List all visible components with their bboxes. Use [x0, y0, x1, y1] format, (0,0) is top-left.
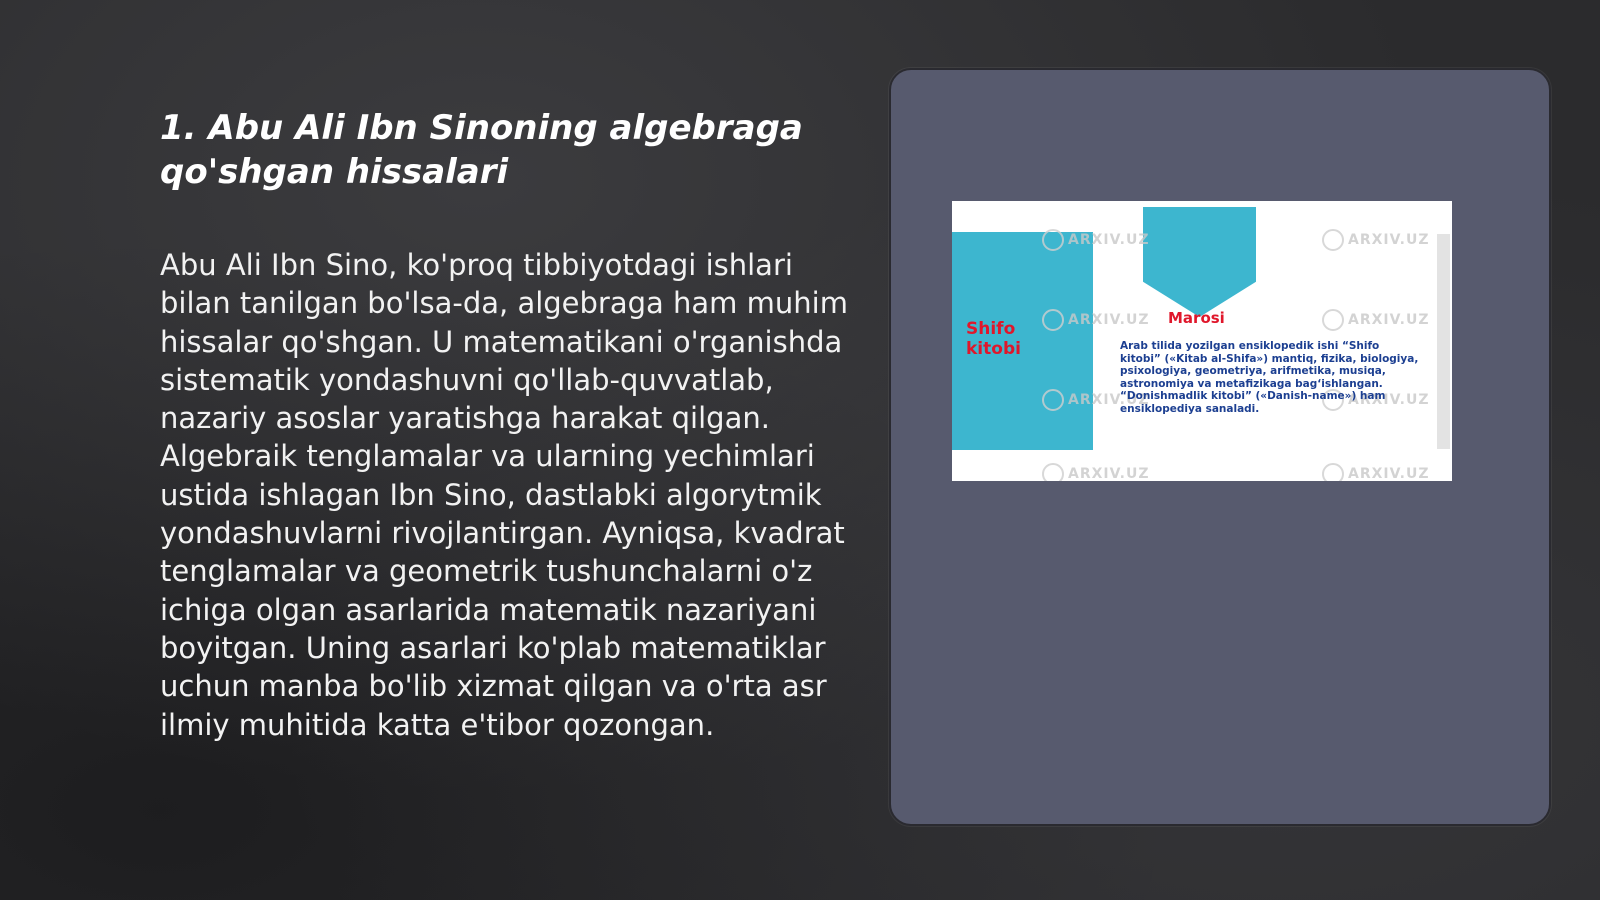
embedded-image: [952, 201, 1452, 481]
watermark: ARXIV.UZ: [1042, 309, 1150, 331]
watermark-icon: [1042, 389, 1064, 411]
watermark-icon: [1042, 229, 1064, 251]
shifo-kitobi-label: Shifo kitobi: [966, 319, 1021, 359]
watermark: ARXIV.UZ: [1322, 389, 1430, 411]
watermark-icon: [1322, 229, 1344, 251]
slide-title: 1. Abu Ali Ibn Sinoning algebraga qo'shgan hissalari: [160, 108, 803, 192]
watermark: ARXIV.UZ: [1322, 463, 1430, 481]
image-description-text: Arab tilida yozilgan ensiklopedik ishi “Shifo kitobi” («Kitab al-Shifa») mantiq, fizika, biologiya, psixologiya, geometriya, arifmetika, musiqa, astronomiya va metafizikaga bag‘ishlangan. “Donishmadlik kitobi” («Danish-name») ham ensiklopediya sanaladi.: [1120, 340, 1419, 415]
slide-body-text: Abu Ali Ibn Sino, ko'proq tibbiyotdagi ishlari bilan tanilgan bo'lsa-da, algebraga ham muhim hissalar qo'shgan. U matematikani o'rganishda sistematik yondashuvni qo'llab-quvvatlab, nazariy asoslar yaratishga harakat qilgan. Algebraik tenglamalar va ularning yechimlari ustida ishlagan Ibn Sino, dastlabki algorytmik yondashuvlarni rivojlantirgan. Ayniqsa, kvadrat tenglamalar va geometrik tushunchalarni o'z ichiga olgan asarlarida matematik nazariyani boyitgan. Uning asarlari ko'plab matematiklar uchun manba bo'lib xizmat qilgan va o'rta asr ilmiy muhitida katta e'tibor qozongan.: [160, 248, 848, 742]
marosi-label: Marosi: [1168, 309, 1225, 327]
watermark: ARXIV.UZ: [1042, 463, 1150, 481]
watermark: ARXIV.UZ: [1042, 229, 1150, 251]
watermark: ARXIV.UZ: [1322, 229, 1430, 251]
watermark-icon: [1322, 463, 1344, 481]
blue-pentagon-shape: [1143, 207, 1256, 317]
watermark-icon: [1322, 309, 1344, 331]
grey-bar-shape: [1437, 234, 1450, 449]
watermark: ARXIV.UZ: [1042, 389, 1150, 411]
watermark-icon: [1042, 463, 1064, 481]
image-panel: [889, 68, 1551, 826]
watermark: ARXIV.UZ: [1322, 309, 1430, 331]
